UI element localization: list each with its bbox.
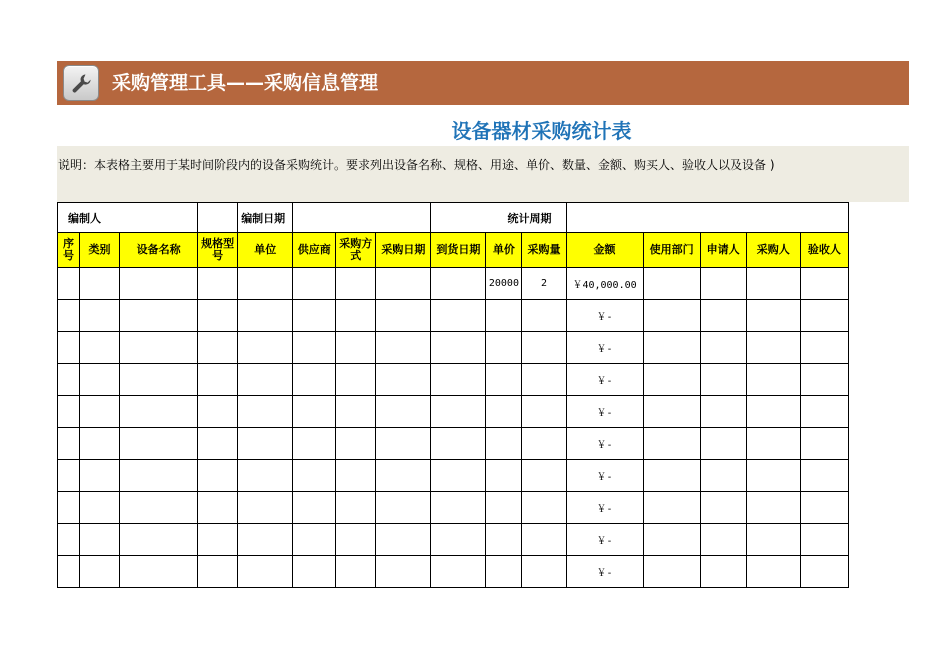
table-cell[interactable]: ￥-: [566, 332, 643, 364]
table-cell[interactable]: [800, 364, 848, 396]
table-cell[interactable]: [522, 396, 566, 428]
table-cell[interactable]: [58, 460, 80, 492]
table-cell[interactable]: 20000: [486, 268, 522, 300]
table-cell[interactable]: [238, 332, 293, 364]
table-cell[interactable]: [238, 300, 293, 332]
table-cell[interactable]: [80, 300, 120, 332]
column-header: 单位: [238, 233, 293, 268]
table-cell[interactable]: [800, 460, 848, 492]
table-cell[interactable]: ￥-: [566, 492, 643, 524]
table-cell[interactable]: [746, 332, 800, 364]
table-cell[interactable]: [336, 268, 376, 300]
table-cell[interactable]: [120, 556, 198, 588]
table-cell[interactable]: [58, 556, 80, 588]
table-cell[interactable]: [120, 428, 198, 460]
table-cell[interactable]: [238, 268, 293, 300]
table-cell[interactable]: [643, 268, 700, 300]
table-cell[interactable]: [700, 460, 746, 492]
table-row: [58, 524, 849, 556]
table-cell[interactable]: [746, 492, 800, 524]
column-header: 规格型号: [198, 233, 238, 268]
table-cell[interactable]: [700, 396, 746, 428]
table-cell[interactable]: [198, 524, 238, 556]
table-row: [58, 268, 849, 300]
table-cell[interactable]: [198, 300, 238, 332]
table-cell[interactable]: [336, 492, 376, 524]
column-header: 序号: [58, 233, 80, 268]
document-title: 设备器材采购统计表: [451, 119, 632, 143]
compiler-label: 编制人: [58, 203, 198, 233]
table-cell[interactable]: [238, 460, 293, 492]
table-cell[interactable]: ￥40,000.00: [566, 268, 643, 300]
table-cell[interactable]: [80, 332, 120, 364]
table-cell[interactable]: [486, 428, 522, 460]
table-cell[interactable]: [120, 268, 198, 300]
table-cell[interactable]: [800, 396, 848, 428]
table-cell[interactable]: [120, 396, 198, 428]
table-cell[interactable]: [336, 396, 376, 428]
table-cell[interactable]: [486, 364, 522, 396]
table-cell[interactable]: [198, 332, 238, 364]
table-cell[interactable]: [58, 396, 80, 428]
table-cell[interactable]: [700, 428, 746, 460]
table-cell[interactable]: [376, 556, 431, 588]
table-cell[interactable]: [198, 428, 238, 460]
table-cell[interactable]: [800, 524, 848, 556]
table-cell[interactable]: [376, 396, 431, 428]
column-header: 单价: [486, 233, 522, 268]
table-cell[interactable]: [800, 492, 848, 524]
table-cell[interactable]: [336, 364, 376, 396]
table-cell[interactable]: [376, 300, 431, 332]
table-cell[interactable]: [293, 460, 336, 492]
period-label: 统计周期: [431, 203, 566, 233]
table-cell[interactable]: [431, 268, 486, 300]
table-cell[interactable]: [746, 428, 800, 460]
table-cell[interactable]: ￥-: [566, 428, 643, 460]
table-cell[interactable]: [336, 460, 376, 492]
table-cell[interactable]: [293, 332, 336, 364]
table-row: [58, 428, 849, 460]
table-cell[interactable]: [800, 332, 848, 364]
table-cell[interactable]: [336, 428, 376, 460]
table-cell[interactable]: [120, 524, 198, 556]
table-cell[interactable]: [58, 332, 80, 364]
table-cell[interactable]: [431, 332, 486, 364]
table-cell[interactable]: [643, 524, 700, 556]
table-cell[interactable]: ￥-: [566, 556, 643, 588]
table-cell[interactable]: [643, 300, 700, 332]
table-row: [58, 300, 849, 332]
table-cell[interactable]: [120, 364, 198, 396]
table-cell[interactable]: [700, 300, 746, 332]
table-cell[interactable]: [800, 556, 848, 588]
table-cell[interactable]: [198, 268, 238, 300]
table-cell[interactable]: [431, 524, 486, 556]
table-cell[interactable]: [58, 524, 80, 556]
table-cell[interactable]: [700, 556, 746, 588]
table-cell[interactable]: [336, 332, 376, 364]
meta-row: [58, 203, 849, 233]
table-cell[interactable]: [431, 492, 486, 524]
table-cell[interactable]: [486, 460, 522, 492]
table-cell[interactable]: [198, 364, 238, 396]
banner-title: 采购管理工具——采购信息管理: [112, 72, 379, 94]
table-cell[interactable]: [376, 332, 431, 364]
table-cell[interactable]: [486, 524, 522, 556]
table-cell[interactable]: [80, 460, 120, 492]
period-field[interactable]: [566, 203, 848, 233]
table-cell[interactable]: [746, 460, 800, 492]
table-cell[interactable]: ￥-: [566, 396, 643, 428]
table-cell[interactable]: [700, 364, 746, 396]
table-cell[interactable]: [120, 332, 198, 364]
column-header: 金额: [566, 233, 643, 268]
table-cell[interactable]: [293, 556, 336, 588]
table-cell[interactable]: [431, 460, 486, 492]
table-cell[interactable]: [486, 300, 522, 332]
table-cell[interactable]: [746, 300, 800, 332]
table-cell[interactable]: [80, 428, 120, 460]
table-cell[interactable]: [293, 428, 336, 460]
table-cell[interactable]: [522, 524, 566, 556]
instructions-note: [57, 146, 909, 202]
table-cell[interactable]: [431, 556, 486, 588]
table-cell[interactable]: ￥-: [566, 460, 643, 492]
table-cell[interactable]: [58, 300, 80, 332]
table-cell[interactable]: [522, 556, 566, 588]
table-cell[interactable]: [431, 300, 486, 332]
table-cell[interactable]: [643, 428, 700, 460]
table-cell[interactable]: [80, 556, 120, 588]
table-cell[interactable]: [746, 364, 800, 396]
column-header: 采购方式: [336, 233, 376, 268]
table-cell[interactable]: [746, 396, 800, 428]
column-header: 设备名称: [120, 233, 198, 268]
table-cell[interactable]: [80, 396, 120, 428]
table-cell[interactable]: [120, 492, 198, 524]
column-header: 使用部门: [643, 233, 700, 268]
header-row: [58, 233, 849, 268]
table-cell[interactable]: [746, 556, 800, 588]
table-row: [58, 396, 849, 428]
table-cell[interactable]: [700, 492, 746, 524]
table-cell[interactable]: [80, 524, 120, 556]
table-cell[interactable]: [238, 364, 293, 396]
table-cell[interactable]: [376, 460, 431, 492]
table-cell[interactable]: ￥-: [566, 524, 643, 556]
table-cell[interactable]: [238, 428, 293, 460]
table-cell[interactable]: [80, 492, 120, 524]
table-cell[interactable]: [376, 364, 431, 396]
table-cell[interactable]: [198, 556, 238, 588]
table-cell[interactable]: [522, 492, 566, 524]
column-header: 采购日期: [376, 233, 431, 268]
table-cell[interactable]: ￥-: [566, 364, 643, 396]
table-row: [58, 492, 849, 524]
compiler-field[interactable]: [198, 203, 238, 233]
table-cell[interactable]: [643, 332, 700, 364]
table-cell[interactable]: [376, 492, 431, 524]
table-cell[interactable]: [643, 460, 700, 492]
wrench-icon: [63, 65, 99, 101]
table-cell[interactable]: [293, 364, 336, 396]
table-cell[interactable]: [120, 300, 198, 332]
table-cell[interactable]: [431, 364, 486, 396]
table-cell[interactable]: [58, 268, 80, 300]
table-cell[interactable]: [431, 428, 486, 460]
table-cell[interactable]: [376, 524, 431, 556]
table-cell[interactable]: 2: [522, 268, 566, 300]
table-row: [58, 364, 849, 396]
column-header: 采购量: [522, 233, 566, 268]
table-cell[interactable]: [746, 524, 800, 556]
table-cell[interactable]: [643, 556, 700, 588]
table-cell[interactable]: [376, 428, 431, 460]
table-cell[interactable]: [336, 556, 376, 588]
table-cell[interactable]: [198, 396, 238, 428]
column-header: 采购人: [746, 233, 800, 268]
table-cell[interactable]: [643, 364, 700, 396]
table-cell[interactable]: [486, 332, 522, 364]
table-cell[interactable]: [198, 460, 238, 492]
table-cell[interactable]: [58, 428, 80, 460]
table-cell[interactable]: [293, 396, 336, 428]
instructions-text: 说明：本表格主要用于某时间阶段内的设备采购统计。要求列出设备名称、规格、用途、单价、数量、金额、购买人、验收人以及设备 ): [58, 158, 775, 172]
table-cell[interactable]: [293, 524, 336, 556]
purchase-table: [57, 202, 849, 588]
table-cell[interactable]: [486, 492, 522, 524]
header-banner: [57, 61, 909, 105]
table-cell[interactable]: [522, 428, 566, 460]
table-cell[interactable]: [700, 524, 746, 556]
date-label: 编制日期: [238, 203, 293, 233]
table-cell[interactable]: [746, 268, 800, 300]
date-field[interactable]: [293, 203, 431, 233]
table-cell[interactable]: [700, 332, 746, 364]
table-cell[interactable]: [431, 396, 486, 428]
table-cell[interactable]: [800, 428, 848, 460]
table-cell[interactable]: [643, 492, 700, 524]
table-cell[interactable]: [293, 300, 336, 332]
table-cell[interactable]: [643, 396, 700, 428]
table-cell[interactable]: [522, 364, 566, 396]
table-cell[interactable]: [522, 332, 566, 364]
table-row: [58, 460, 849, 492]
table-cell[interactable]: [293, 492, 336, 524]
column-header: 验收人: [800, 233, 848, 268]
table-cell[interactable]: ￥-: [566, 300, 643, 332]
table-cell[interactable]: [80, 364, 120, 396]
table-cell[interactable]: [700, 268, 746, 300]
column-header: 申请人: [700, 233, 746, 268]
table-cell[interactable]: [486, 396, 522, 428]
table-cell[interactable]: [800, 300, 848, 332]
table-cell[interactable]: [376, 268, 431, 300]
column-header: 到货日期: [431, 233, 486, 268]
table-cell[interactable]: [58, 364, 80, 396]
column-header: 类别: [80, 233, 120, 268]
table-cell[interactable]: [238, 524, 293, 556]
table-cell[interactable]: [486, 556, 522, 588]
table-row: [58, 556, 849, 588]
table-cell[interactable]: [800, 268, 848, 300]
table-cell[interactable]: [293, 268, 336, 300]
table-cell[interactable]: [58, 492, 80, 524]
table-cell[interactable]: [238, 556, 293, 588]
column-header: 供应商: [293, 233, 336, 268]
table-cell[interactable]: [198, 492, 238, 524]
table-cell[interactable]: [238, 396, 293, 428]
table-cell[interactable]: [522, 300, 566, 332]
table-cell[interactable]: [80, 268, 120, 300]
table-cell[interactable]: [522, 460, 566, 492]
table-cell[interactable]: [336, 524, 376, 556]
table-cell[interactable]: [336, 300, 376, 332]
table-cell[interactable]: [238, 492, 293, 524]
table-cell[interactable]: [120, 460, 198, 492]
table-row: [58, 332, 849, 364]
